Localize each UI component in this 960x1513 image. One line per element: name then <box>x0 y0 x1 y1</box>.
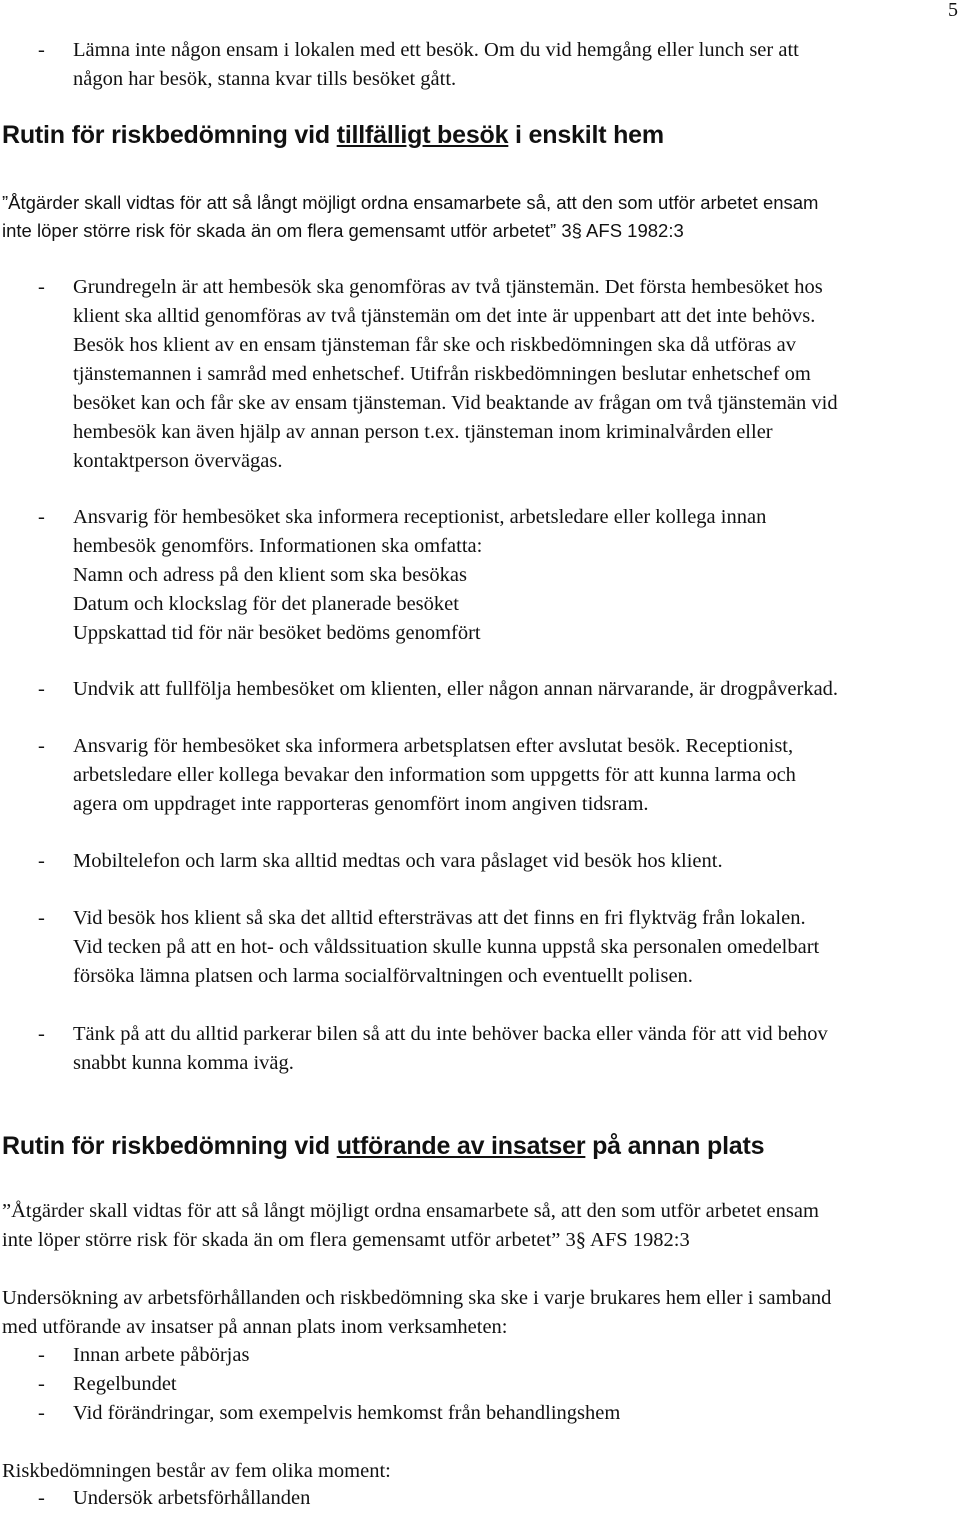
list-item <box>38 847 938 876</box>
bullet-dash: - <box>38 907 45 929</box>
list-item-text: Grundregeln är att hembesök ska genomföras av två tjänstemän. Det första hembesöket hos klient ska alltid genomföras av två tjänstemän om det inte är uppenbart att det inte behövs. Besök hos klient av en ensam tjänsteman får ske och riskbedömningen ska då utföras av tjänstemannen i samråd med enhetschef. Utifrån riskbedömningen beslutar enhetschef om besöket kan och får ske av ensam tjänsteman. Vid beaktande av frågan om två tjänstemän vid hembesök kan även hjälp av annan person t.ex. tjänsteman inom kriminalvården eller kontaktperson övervägas. <box>73 276 838 472</box>
heading-underlined-text: utförande av insatser <box>336 1132 586 1160</box>
list-item-text: Vid förändringar, som exempelvis hemkomst från behandlingshem <box>73 1402 621 1424</box>
bullet-dash: - <box>38 1402 45 1424</box>
bullet-dash: - <box>38 678 45 700</box>
list-item <box>38 732 938 819</box>
bullet-dash: - <box>38 39 45 61</box>
quote-paragraph: ”Åtgärder skall vidtas för att så långt möjligt ordna ensamarbete så, att den som utför arbetet ensam inte löper större risk för skada än om flera gemensamt utför arbetet” 3§ AFS 1982:3 <box>2 1200 819 1251</box>
list-item <box>38 273 938 476</box>
page-number: 5 <box>948 0 958 21</box>
list-item-text: Ansvarig för hembesöket ska informera arbetsplatsen efter avslutat besök. Receptionist, arbetsledare eller kollega bevakar den information som uppgetts för att kunna larma och agera om uppdraget inte rapporteras genomfört inom angiven tidsram. <box>73 735 796 815</box>
list-item <box>38 1399 938 1428</box>
list-item-text: Undersök arbetsförhållanden <box>73 1487 311 1509</box>
list-item <box>38 675 938 704</box>
list-item <box>38 1020 938 1078</box>
heading-text: i enskilt hem <box>508 121 664 149</box>
list-item <box>38 1370 938 1399</box>
bullet-dash: - <box>38 1373 45 1395</box>
list-item-text: Lämna inte någon ensam i lokalen med ett besök. Om du vid hemgång eller lunch ser att någon har besök, stanna kvar tills besöket gått. <box>73 39 799 90</box>
heading-text: Rutin för riskbedömning vid <box>2 1132 337 1160</box>
bullet-dash: - <box>38 1344 45 1366</box>
list-item-text: Innan arbete påbörjas <box>73 1344 250 1366</box>
bullet-dash: - <box>38 276 45 298</box>
heading-underlined-text: tillfälligt besök <box>336 121 509 149</box>
paragraph: Riskbedömningen består av fem olika moment: <box>2 1460 391 1482</box>
bullet-dash: - <box>38 1023 45 1045</box>
bullet-dash: - <box>38 850 45 872</box>
bullet-dash: - <box>38 735 45 757</box>
list-item-text: Regelbundet <box>73 1373 177 1395</box>
heading-text: Rutin för riskbedömning vid <box>2 121 337 149</box>
list-item <box>38 1341 938 1370</box>
list-item-text: Tänk på att du alltid parkerar bilen så att du inte behöver backa eller vända för att vid behov snabbt kunna komma iväg. <box>73 1023 828 1074</box>
list-item <box>38 904 938 991</box>
list-item-text: Undvik att fullfölja hembesöket om klienten, eller någon annan närvarande, är drogpåverkad. <box>73 678 839 700</box>
paragraph: Undersökning av arbetsförhållanden och riskbedömning ska ske i varje brukares hem eller i samband med utförande av insatser på annan plats inom verksamheten: <box>2 1287 832 1338</box>
list-item <box>38 36 938 94</box>
list-item-text: Ansvarig för hembesöket ska informera receptionist, arbetsledare eller kollega innan hembesök genomförs. Informationen ska omfatta: Namn och adress på den klient som ska besökas Datum och klockslag för det planerade besöket Uppskattad tid för när besöket bedöms genomfört <box>73 506 767 644</box>
list-item <box>38 1484 938 1513</box>
list-item-text: Vid besök hos klient så ska det alltid eftersträvas att det finns en fri flyktväg från lokalen. Vid tecken på att en hot- och våldssituation skulle kunna uppstå ska personalen omedelbart försöka lämna platsen och larma socialförvaltningen och eventuellt polisen. <box>73 907 820 987</box>
bullet-dash: - <box>38 1487 45 1509</box>
list-item <box>38 503 938 648</box>
section-heading <box>2 120 664 150</box>
list-item-text: Mobiltelefon och larm ska alltid medtas och vara påslaget vid besök hos klient. <box>73 850 723 872</box>
bullet-dash: - <box>38 506 45 528</box>
heading-text: på annan plats <box>585 1132 765 1160</box>
quote-paragraph: ”Åtgärder skall vidtas för att så långt möjligt ordna ensamarbete så, att den som utför arbetet ensam inte löper större risk för skada än om flera gemensamt utför arbetet” 3§ AFS 1982:3 <box>2 192 819 241</box>
section-heading <box>2 1131 764 1161</box>
